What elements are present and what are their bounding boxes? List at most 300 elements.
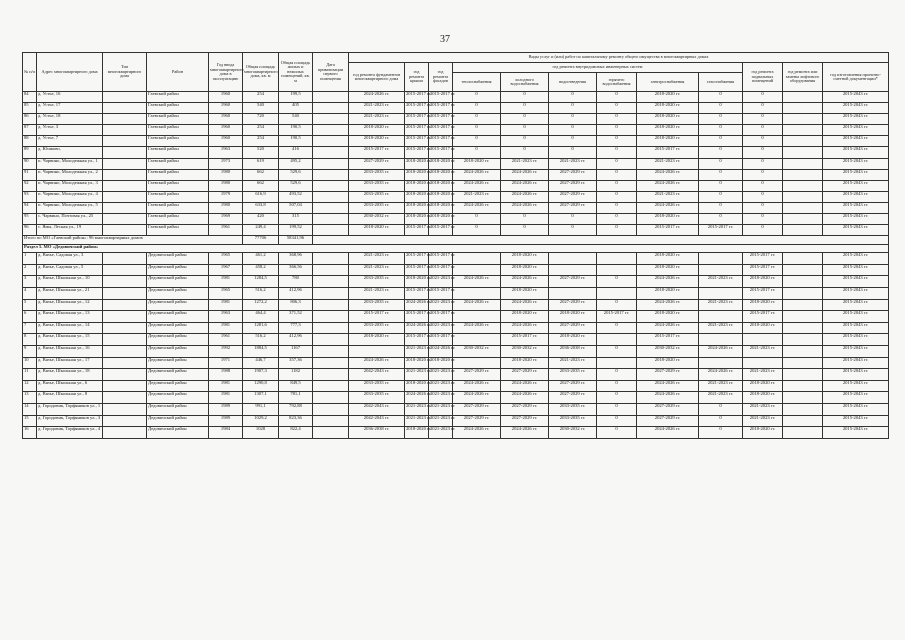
cell-lift [783,202,823,213]
cell-gas [699,334,743,346]
col-type: Тип многоквартирного дома [103,53,147,92]
cell-facade: 2021-2023 гг. [429,427,453,439]
cell-heat: 0 [453,147,501,158]
cell-num: 11 [23,369,37,381]
cell-roof: 2015-2017 гг. [405,264,429,276]
col-roof: год ремонта крыши [405,63,429,92]
col-docs: год изготовления проектно-сметной документации* [823,63,889,92]
col-gas: газоснабжения [699,73,743,92]
cell-type [103,103,147,114]
cell-docs: 2015-2043 гг. [823,180,889,191]
table-row [23,214,889,225]
table-row [23,147,889,158]
cell-sewer: 2027-2029 гг. [549,299,597,311]
cell-area-total: 464,4 [243,311,279,323]
cell-basement: 2015-2017 гг. [743,288,783,300]
cell-cold: 0 [501,103,549,114]
cell-heat: 2024-2026 гг. [453,427,501,439]
cell-found: 2024-2026 гг. [349,357,405,369]
cell-electro: 2021-2023 гг. [637,158,699,169]
cell-num: 3 [23,276,37,288]
cell-cold: 2024-2026 гг. [501,180,549,191]
cell-cold: 2015-2017 гг. [501,334,549,346]
table-row [23,380,889,392]
cell-area-living: 371,52 [279,311,313,323]
cell-facade: 2015-2017 гг. [429,147,453,158]
cell-roof: 2015-2017 гг. [405,253,429,265]
cell-area-living: 412,96 [279,288,313,300]
cell-sewer: 2027-2029 гг. [549,180,597,191]
cell-heat: 2024-2026 гг. [453,299,501,311]
cell-sewer: 2027-2029 гг. [549,322,597,334]
cell-sewer: 2018-2020 гг. [549,311,597,323]
cell-year: 1971 [209,357,243,369]
cell-hot: 0 [597,202,637,213]
cell-hot: 0 [597,158,637,169]
cell-cold: 2024-2026 гг. [501,299,549,311]
col-heat: теплоснабжения [453,73,501,92]
cell-area-living: 495,2 [279,158,313,169]
cell-year: 1961 [209,225,243,236]
cell-hot: 2015-2017 гг. [597,311,637,323]
cell-gas: 0 [699,169,743,180]
cell-electro: 2018-2020 гг. [637,311,699,323]
cell-area-living: 780 [279,276,313,288]
cell-lift [783,136,823,147]
col-facade: год ремонта фасадов [429,63,453,92]
cell-address: д. Устье, 17 [37,103,103,114]
cell-cold: 2018-2020 гг. [501,264,549,276]
cell-electro: 2015-2017 гг. [637,147,699,158]
cell-gas [699,357,743,369]
cell-heat: 2018-2020 гг. [453,158,501,169]
cell-roof: 2015-2017 гг. [405,103,429,114]
cell-heat [453,357,501,369]
cell-facade: 2015-2017 гг. [429,103,453,114]
internal-group-header: год ремонта внутридомовых инженерных систем [453,63,743,73]
cell-year: 1981 [209,322,243,334]
cell-year: 1960 [209,125,243,136]
cell-gas: 0 [699,202,743,213]
cell-address: д. Вязье, Школьная ул., 15 [37,334,103,346]
cell-num: 6 [23,311,37,323]
cell-num: 90 [23,158,37,169]
cell-area-total: 633,8 [243,202,279,213]
cell-found: 2033-2035 гг. [349,180,405,191]
cell-num: 89 [23,147,37,158]
cell-docs: 2015-2043 гг. [823,380,889,392]
col-district: Район [147,53,209,92]
cell-docs: 2015-2043 гг. [823,103,889,114]
cell-area-living: 777,3 [279,322,313,334]
cell-basement: 2021-2023 гг. [743,345,783,357]
cell-roof: 2018-2020 гг. [405,276,429,288]
cell-area-living: 507,04 [279,202,313,213]
cell-heat: 0 [453,114,501,125]
cell-area-total: 1284,5 [243,276,279,288]
cell-district: Дедовичский район [147,427,209,439]
cell-year: 1973 [209,158,243,169]
cell-sewer [549,253,597,265]
cell-basement: 2018-2020 гг. [743,276,783,288]
cell-basement: 2018-2020 гг. [743,392,783,404]
cell-electro: 2018-2020 гг. [637,253,699,265]
cell-gas: 0 [699,147,743,158]
cell-year: 1981 [209,276,243,288]
cell-type [103,299,147,311]
cell-sewer: 2036-2038 гг. [549,345,597,357]
cell-heat [453,334,501,346]
cell-area-living: 529,6 [279,180,313,191]
table-row [23,114,889,125]
cell-area-living: 823,36 [279,415,313,427]
cell-year: 1969 [209,214,243,225]
cell-electro: 2024-2026 гг. [637,380,699,392]
cell-area-total: 254 [243,92,279,103]
cell-address: д. Вязье, Садовая ул., 3 [37,253,103,265]
cell-date-privat [313,103,349,114]
cell-lift [783,299,823,311]
cell-found: 2042-2043 гг. [349,369,405,381]
table-row [23,125,889,136]
cell-hot: 0 [597,427,637,439]
cell-cold: 0 [501,225,549,236]
cell-cold: 0 [501,136,549,147]
cell-cold: 2024-2026 гг. [501,427,549,439]
cell-roof: 2018-2020 гг. [405,427,429,439]
cell-roof: 2015-2017 гг. [405,225,429,236]
cell-found: 2033-2035 гг. [349,202,405,213]
cell-year: 1980 [209,180,243,191]
cell-area-living: 315 [279,214,313,225]
cell-gas: 2015-2017 гг. [699,225,743,236]
cell-area-total: 249,4 [243,225,279,236]
cell-district: Гаевский район [147,158,209,169]
cell-hot: 0 [597,92,637,103]
cell-electro: 2024-2026 гг. [637,392,699,404]
cell-area-total: 1290,8 [243,380,279,392]
col-basement: год ремонта подвальных помещений [743,63,783,92]
cell-address: д. Городовик, Торфяников ул., 1 [37,403,103,415]
cell-gas: 0 [699,114,743,125]
cell-lift [783,403,823,415]
table-row [23,103,889,114]
cell-address: д. Вязье, Школьная ул., 12 [37,299,103,311]
cell-date-privat [313,299,349,311]
cell-area-living: 1167 [279,345,313,357]
cell-hot: 0 [597,147,637,158]
cell-gas [699,253,743,265]
cell-docs: 2015-2043 гг. [823,92,889,103]
cell-hot: 0 [597,299,637,311]
cell-heat: 0 [453,125,501,136]
cell-gas: 2024-2026 гг. [699,345,743,357]
cell-electro: 2024-2026 гг. [637,169,699,180]
cell-date-privat [313,392,349,404]
cell-num: 84 [23,92,37,103]
cell-heat: 2030-2032 гг. [453,345,501,357]
cell-area-living: 1182 [279,369,313,381]
cell-lift [783,225,823,236]
total-empty [313,236,889,245]
cell-electro: 2024-2026 гг. [637,322,699,334]
total-label: Итого по МО «Гаевский район»: 96 многоквартирных домов [23,236,243,245]
cell-district: Дедовичский район [147,380,209,392]
cell-lift [783,311,823,323]
cell-roof: 2018-2020 гг. [405,169,429,180]
cell-num: 15 [23,415,37,427]
cell-type [103,180,147,191]
cell-basement [743,334,783,346]
cell-area-living: 540 [279,114,313,125]
cell-found: 2030-2032 гг. [349,214,405,225]
cell-basement: 2018-2020 гг. [743,380,783,392]
cell-address: д. Вязье, Школьная ул., 21 [37,288,103,300]
cell-gas: 0 [699,103,743,114]
cell-lift [783,345,823,357]
cell-basement: 0 [743,147,783,158]
cell-hot: 0 [597,103,637,114]
cell-district: Гаевский район [147,214,209,225]
cell-year: 1960 [209,136,243,147]
cell-facade: 2021-2023 гг. [429,322,453,334]
cell-gas: 0 [699,158,743,169]
cell-area-total: 516,2 [243,334,279,346]
cell-district: Дедовичский район [147,276,209,288]
cell-year: 1981 [209,392,243,404]
cell-area-total: 1907,3 [243,369,279,381]
cell-gas: 2021-2023 гг. [699,276,743,288]
cell-area-total: 254 [243,136,279,147]
table-row [23,392,889,404]
cell-area-living: 792,88 [279,403,313,415]
cell-facade: 2021-2023 гг. [429,380,453,392]
cell-lift [783,92,823,103]
cell-date-privat [313,311,349,323]
cell-docs: 2015-2043 гг. [823,136,889,147]
cell-date-privat [313,415,349,427]
col-lift: год ремонта или замены лифтового оборудования [783,63,823,92]
cell-electro: 2024-2026 гг. [637,202,699,213]
cell-cold: 2018-2020 гг. [501,253,549,265]
cell-date-privat [313,322,349,334]
cell-address: д. Вязье, Садовая ул., 5 [37,264,103,276]
cell-type [103,403,147,415]
cell-sewer: 2027-2029 гг. [549,169,597,180]
cell-hot [597,288,637,300]
table-row [23,169,889,180]
cell-docs: 2015-2043 гг. [823,392,889,404]
cell-district: Гаевский район [147,202,209,213]
cell-area-living: 493,52 [279,191,313,202]
cell-year: 1989 [209,415,243,427]
cell-type [103,114,147,125]
page-number: 37 [440,34,450,45]
cell-docs: 2015-2043 гг. [823,322,889,334]
cell-found: 2021-2023 гг. [349,264,405,276]
cell-docs: 2015-2043 гг. [823,288,889,300]
cell-district: Дедовичский район [147,369,209,381]
cell-num: 87 [23,125,37,136]
cell-date-privat [313,125,349,136]
cell-found: 2033-2035 гг. [349,191,405,202]
cell-area-living: 368,96 [279,253,313,265]
table-row [23,136,889,147]
cell-basement: 2015-2017 гг. [743,264,783,276]
cell-district: Дедовичский район [147,288,209,300]
cell-num: 94 [23,202,37,213]
cell-basement: 2021-2023 гг. [743,415,783,427]
cell-cold: 0 [501,125,549,136]
cell-electro: 2015-2017 гг. [637,334,699,346]
cell-lift [783,288,823,300]
cell-electro: 2021-2023 гг. [637,191,699,202]
cell-hot: 0 [597,136,637,147]
cell-basement: 2015-2017 гг. [743,311,783,323]
cell-facade: 2021-2023 гг. [429,369,453,381]
cell-roof: 2015-2017 гг. [405,334,429,346]
cell-type [103,264,147,276]
cell-lift [783,169,823,180]
table-row [23,288,889,300]
cell-hot: 0 [597,322,637,334]
cell-roof: 2024-2026 гг. [405,392,429,404]
cell-gas [699,288,743,300]
cell-district: Дедовичский район [147,299,209,311]
cell-district: Дедовичский район [147,403,209,415]
cell-found: 2027-2029 гг. [349,158,405,169]
cell-cold: 2024-2026 гг. [501,380,549,392]
col-area-living: Общая площадь жилых и нежилых помещений, кв. м [279,53,313,92]
cell-hot: 0 [597,276,637,288]
table-row [23,369,889,381]
cell-type [103,288,147,300]
cell-date-privat [313,180,349,191]
cell-electro: 2018-2020 гг. [637,92,699,103]
cell-docs: 2015-2043 гг. [823,345,889,357]
cell-cold: 2024-2026 гг. [501,191,549,202]
cell-gas: 0 [699,415,743,427]
cell-found: 2033-2035 гг. [349,392,405,404]
cell-docs: 2015-2043 гг. [823,253,889,265]
cell-sewer: 2021-2023 гг. [549,158,597,169]
cell-roof: 2018-2020 гг. [405,158,429,169]
cell-address: д. Устье, 3 [37,125,103,136]
cell-type [103,92,147,103]
col-electro: электроснабжения [637,73,699,92]
cell-roof: 2024-2026 гг. [405,299,429,311]
cell-num: 85 [23,103,37,114]
cell-address: п. Чарвино, Молодежная ул., 1 [37,158,103,169]
cell-sewer: 2027-2029 гг. [549,380,597,392]
cell-address: д. Юшково, [37,147,103,158]
cell-docs: 2015-2043 гг. [823,169,889,180]
cell-area-total: 458,2 [243,264,279,276]
cell-district: Гаевский район [147,114,209,125]
cell-num: 10 [23,357,37,369]
cell-heat: 2024-2026 гг. [453,322,501,334]
cell-area-total: 1272,2 [243,299,279,311]
cell-found: 2033-2035 гг. [349,322,405,334]
cell-type [103,253,147,265]
cell-address: д. Городовик, Торфяников ул., 4 [37,427,103,439]
cell-date-privat [313,334,349,346]
cell-electro: 2018-2020 гг. [637,214,699,225]
table-row [23,253,889,265]
cell-type [103,322,147,334]
cell-docs: 2015-2043 гг. [823,334,889,346]
cell-area-living: 806,3 [279,299,313,311]
cell-hot: 0 [597,191,637,202]
cell-district: Дедовичский район [147,415,209,427]
cell-lift [783,369,823,381]
cell-electro: 2015-2017 гг. [637,225,699,236]
cell-hot: 0 [597,169,637,180]
cell-heat: 2021-2023 гг. [453,191,501,202]
cell-area-living: 405 [279,103,313,114]
cell-area-total: 1884,5 [243,345,279,357]
cell-date-privat [313,427,349,439]
cell-docs: 2015-2043 гг. [823,214,889,225]
cell-found: 2042-2043 гг. [349,403,405,415]
cell-hot: 0 [597,214,637,225]
cell-area-total: 1281,6 [243,322,279,334]
cell-area-total: 520 [243,147,279,158]
table-row [23,158,889,169]
cell-roof: 2018-2020 гг. [405,214,429,225]
cell-gas: 0 [699,191,743,202]
cell-num: 13 [23,392,37,404]
cell-gas: 2024-2026 гг. [699,369,743,381]
cell-area-living: 199,52 [279,225,313,236]
cell-basement: 2018-2020 гг. [743,322,783,334]
cell-address: д. Вязье, Школьная ул., 8 [37,392,103,404]
cell-area-total: 616,9 [243,191,279,202]
cell-found: 2021-2023 гг. [349,103,405,114]
cell-facade: 2024-2026 гг. [429,345,453,357]
cell-basement: 0 [743,202,783,213]
cell-found: 2018-2020 гг. [349,136,405,147]
cell-date-privat [313,191,349,202]
cell-sewer: 0 [549,214,597,225]
cell-year: 1960 [209,114,243,125]
cell-sewer: 0 [549,147,597,158]
cell-district: Дедовичский район [147,322,209,334]
cell-facade: 2015-2017 гг. [429,253,453,265]
cell-found: 2021-2023 гг. [349,288,405,300]
cell-heat: 0 [453,103,501,114]
cell-sewer: 0 [549,114,597,125]
cell-facade: 2021-2023 гг. [429,299,453,311]
col-address: Адрес многоквартирного дома [37,53,103,92]
cell-facade: 2021-2023 гг. [429,415,453,427]
cell-hot [597,357,637,369]
cell-electro: 2018-2020 гг. [637,125,699,136]
cell-type [103,158,147,169]
table-row [23,92,889,103]
cell-roof: 2018-2020 гг. [405,380,429,392]
cell-sewer: 2033-2035 гг. [549,369,597,381]
cell-date-privat [313,136,349,147]
cell-district: Дедовичский район [147,334,209,346]
cell-heat: 2027-2029 гг. [453,403,501,415]
table-row [23,311,889,323]
cell-area-living: 822,4 [279,427,313,439]
cell-year: 1989 [209,403,243,415]
cell-year: 1981 [209,380,243,392]
cell-date-privat [313,202,349,213]
cell-gas: 2021-2023 гг. [699,380,743,392]
